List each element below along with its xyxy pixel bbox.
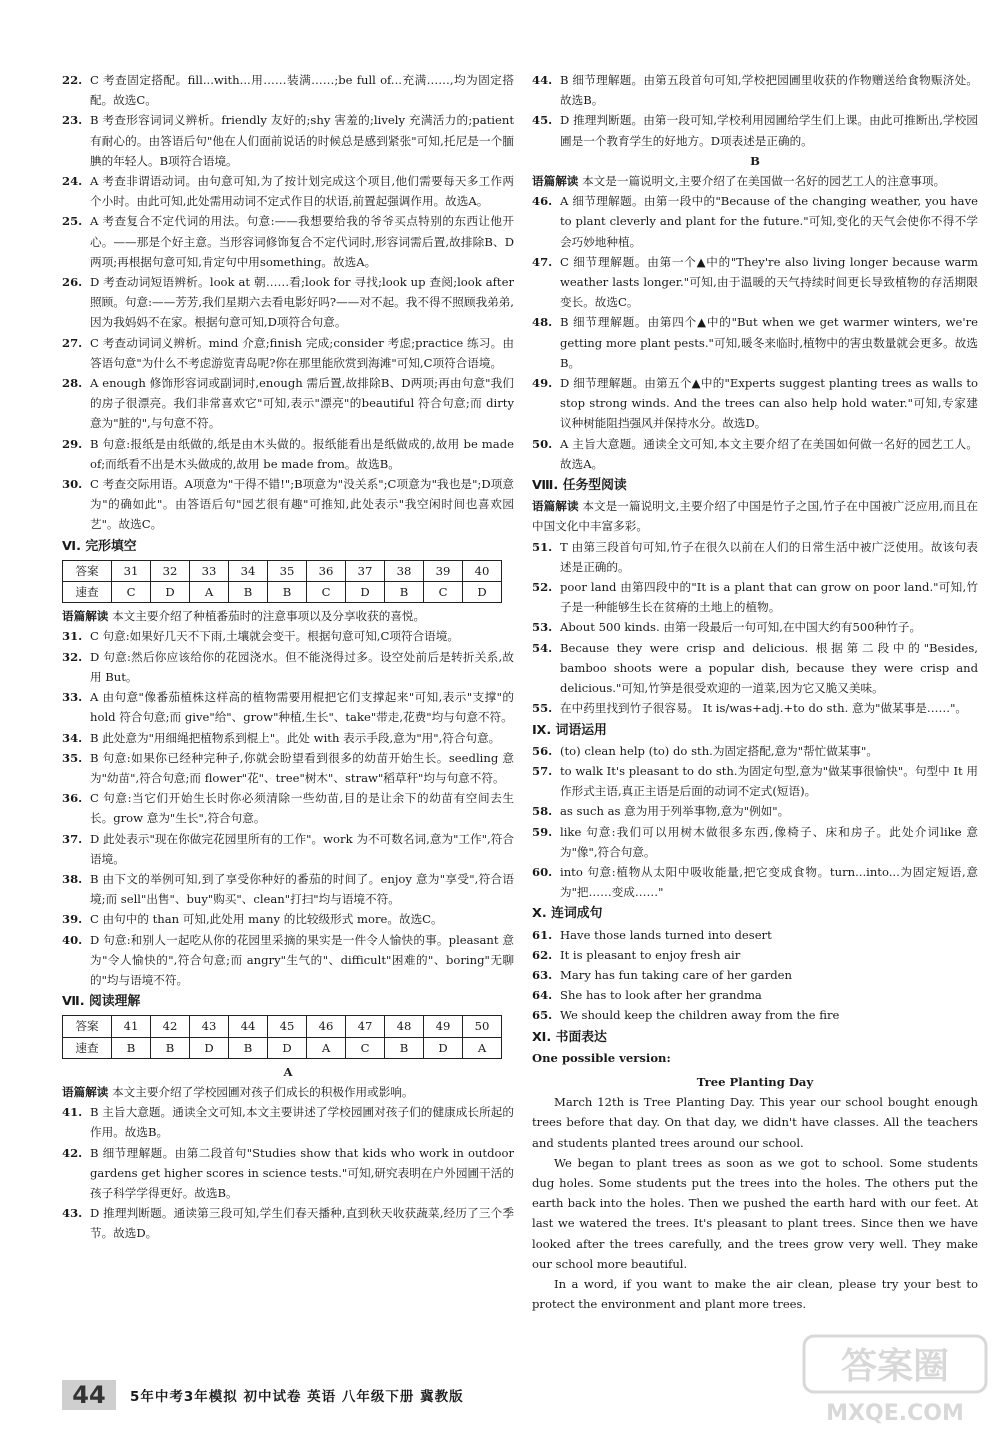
answer-item-number: 44. [532,73,553,87]
answer-item-number: 33. [62,690,83,705]
answer-item-text: B 由下文的举例可知,到了享受你种好的番茄的时间了。enjoy 意为"享受",符合语境;而 sell"出售"、buy"购买"、clean"打扫"均与语境不符。 [90,871,514,907]
answer-item-text: D 细节理解题。由第五个▲中的"Experts suggest planting trees as walls to stop strong winds. And the trees can also help hold water."可知,专家建议种树能阻挡强风并保持水分。故选D。 [560,376,978,431]
section-reading-heading: Ⅶ. 阅读理解 [62,994,141,1010]
passage-b-note-label: 语篇解读 [532,174,579,189]
answer-item [532,70,978,110]
answer-item-text: C 考查固定搭配。fill...with...用……装满……;be full of...充满……,均为固定搭配。故选C。 [90,73,514,108]
answer-item-number: 59. [532,824,553,839]
answer-item [62,171,514,211]
answer-item-number: 60. [532,864,553,879]
answer-item [532,577,978,617]
answer-item-text: A 考查复合不定代词的用法。句意:——我想要给我的爷爷买点特别的东西让他开心。——那是个好主意。当形容词修饰复合不定代词时,形容词需后置,故排除B、D两项;再根据句意可知,肯定句中用something。故选A。 [90,214,514,269]
answer-item-text: as such as 意为用于列举事物,意为"例如"。 [560,804,790,819]
svg-text:答案圈: 答案圈 [840,1346,950,1387]
answer-table-cell: 42 [151,1016,190,1037]
answer-item-text: B 细节理解题。由第二段首句"Studies show that kids who work in outdoor gardens get higher scores in science tests."可知,研究表明在户外园圃干活的孩子科学学得更好。故选B。 [90,1145,514,1200]
answer-table-cell: B [229,1037,268,1058]
answer-item [62,110,514,171]
answer-item-number: 42. [62,1145,83,1160]
answer-item [532,965,978,985]
answer-item [532,434,978,474]
task-reading-note-text: 本文是一篇说明文,主要介绍了中国是竹子之国,竹子在中国被广泛应用,而且在中国文化中丰富多彩。 [532,499,978,534]
answer-table-cell: 32 [151,560,190,581]
answer-item-number: 39. [62,912,83,927]
answer-item-number: 51. [532,539,553,554]
possible-version-label: One possible version: [532,1050,671,1065]
answer-item [532,1005,978,1025]
answer-item [62,1143,514,1204]
answer-item [62,930,514,991]
answer-table-cell: C [346,1037,385,1058]
answer-table-cell: 速查 [63,1037,112,1058]
answer-item [532,698,978,718]
passage-b-label: B [750,153,760,168]
answer-item [62,1102,514,1142]
answer-item [62,687,514,727]
answer-item-number: 30. [62,477,83,492]
answer-item-text: C 句意:当它们开始生长时你必须清除一些幼苗,目的是让余下的幼苗有空间去生长。grow 意为"生长",符合句意。 [90,791,514,826]
answer-item [62,1203,514,1243]
essay-title: Tree Planting Day [696,1074,814,1089]
answer-item [62,748,514,788]
book-title: 5年中考3年模拟 初中试卷 英语 八年级下册 冀教版 [130,1389,464,1405]
essay-paragraph: March 12th is Tree Planting Day. This year our school bought enough trees before that day. On that day, we didn't have classes. All the teachers and students planted trees around our school. [532,1095,978,1150]
cloze-note-label: 语篇解读 [62,609,109,624]
right-items-b [532,191,978,474]
answer-item-text: A 考查非谓语动词。由句意可知,为了按计划完成这个项目,他们需要每天多工作两个小时。由此可知,此处需用动词不定式作目的状语,前置起强调作用。故选A。 [90,174,514,209]
answer-item-text: It is pleasant to enjoy fresh air [560,947,741,962]
answer-table-cell: D [151,582,190,603]
right-items-d [532,741,978,903]
answer-item-number: 23. [62,113,83,128]
answer-table-cell: 33 [190,560,229,581]
left-column [62,70,514,1244]
answer-table-cell: 48 [385,1016,424,1037]
answer-item-text: A 主旨大意题。通读全文可知,本文主要介绍了在美国如何做一名好的园艺工人。故选A。 [560,436,978,471]
answer-item-number: 49. [532,376,553,391]
answer-item-number: 37. [62,831,83,846]
answer-item-text: We should keep the children away from the fire [560,1008,840,1023]
answer-table-cell: 43 [190,1016,229,1037]
answer-table-cell: A [463,1037,502,1058]
answer-item [62,474,514,535]
answer-item-text: (to) clean help (to) do sth.为固定搭配,意为"帮忙做某事"。 [560,743,878,758]
answer-table-cell: 31 [112,560,151,581]
answer-item-text: C 考查动词词义辨析。mind 介意;finish 完成;consider 考虑;practice 练习。由答语句意"为什么不考虑游览青岛呢?你在那里能欣赏到海滩"可知,C项符合语境。 [90,335,514,370]
answer-item-number: 25. [62,214,83,229]
answer-item-text: poor land 由第四段中的"It is a plant that can grow on poor land."可知,竹子是一种能够生长在贫瘠的土地上的植物。 [560,580,978,615]
answer-table-cell: 47 [346,1016,385,1037]
answer-table-cell: 35 [268,560,307,581]
answer-item [532,925,978,945]
answer-item-text: D 句意:然后你应该给你的花园浇水。但不能浇得过多。设空处前后是转折关系,故用 But。 [90,649,514,684]
answer-item-text: C 考查交际用语。A项意为"干得不错!";B项意为"没关系";C项意为"我也是";D项意为"的确如此"。由答语后句"园艺很有趣"可推知,此处表示"我空闲时间也喜欢园艺"。故选C。 [90,477,514,532]
answer-item-number: 36. [62,791,83,806]
answer-item-text: D 此处表示"现在你做完花园里所有的工作"。work 为不可数名词,意为"工作",符合语境。 [90,831,514,866]
answer-item-text: B 考查形容词词义辨析。friendly 友好的;shy 害羞的;lively 充满活力的;patient 有耐心的。由答语后句"他在人们面前说话的时候总是感到紧张"可知,托尼是一个腼腆的年轻人。B项符合语境。 [90,113,514,168]
answer-item-number: 32. [62,649,83,664]
answer-table-cell: 44 [229,1016,268,1037]
cloze-answer-table [62,560,502,603]
answer-table-cell: A [307,1037,346,1058]
answer-table-cell: C [307,582,346,603]
answer-item-text: T 由第三段首句可知,竹子在很久以前在人们的日常生活中被广泛使用。故该句表述是正确的。 [560,539,978,574]
answer-table-cell: D [190,1037,229,1058]
watermark-logo-icon [800,1330,990,1430]
answer-item-number: 43. [62,1206,83,1221]
cloze-note [62,606,514,626]
answer-table-cell: B [229,582,268,603]
answer-item-text: to walk It's pleasant to do sth.为固定句型,意为"做某事很愉快"。句型中 It 用作形式主语,真正主语是后面的动词不定式(短语)。 [560,763,978,799]
answer-item-text: About 500 kinds. 由第一段最后一句可知,在中国大约有500种竹子。 [560,620,922,635]
answer-item [62,333,514,373]
left-items-a [62,70,514,535]
answer-item-number: 24. [62,174,83,189]
answer-item-number: 45. [532,113,553,128]
answer-item-number: 28. [62,376,83,391]
answer-item [532,191,978,252]
essay-paragraph: We began to plant trees as soon as we got to school. Some students dug holes. Some students put the trees into the holes. The others put the earth back into the holes. Then we pushed the earth hard with our feet. At last we watered the trees. It's pleasant to plant trees. Since then we have looked after the trees carefully, and the trees grow very well. They make our school more beautiful. [532,1155,978,1271]
answer-item [62,626,514,646]
answer-table-cell: D [463,582,502,603]
answer-item [62,829,514,869]
answer-item-number: 34. [62,730,83,745]
reading-answer-table [62,1015,502,1058]
answer-item [532,985,978,1005]
answer-item-text: C 由句中的 than 可知,此处用 many 的比较级形式 more。故选C。 [90,912,443,927]
answer-item-number: 63. [532,967,553,982]
answer-item [532,312,978,373]
reading-note-label: 语篇解读 [62,1084,109,1099]
answer-item-number: 48. [532,315,553,330]
answer-item-number: 41. [62,1105,83,1120]
answer-table-cell: D [424,1037,463,1058]
answer-item-number: 40. [62,932,83,947]
task-reading-note [532,496,978,536]
answer-table-cell: 34 [229,560,268,581]
answer-item-text: B 句意:如果你已经种完种子,你就会盼望看到很多的幼苗开始生长。seedling 意为"幼苗",符合句意;而 flower"花"、tree"树木"、straw"稻草秆"均与句意不符。 [90,750,514,785]
answer-item [62,434,514,474]
answer-item [532,252,978,313]
answer-item-text: Mary has fun taking care of her garden [560,967,792,982]
answer-item-number: 26. [62,275,83,290]
answer-table-cell: D [268,1037,307,1058]
section-writing-heading: Ⅺ. 书面表达 [532,1029,607,1045]
answer-item-number: 35. [62,750,83,765]
right-items-a [532,70,978,151]
answer-table-cell: 50 [463,1016,502,1037]
left-items-c [62,1102,514,1243]
answer-item-text: C 细节理解题。由第一个▲中的"They're also living longer because warm weather lasts longer."可知,由于温暖的天气持续时间更长导致植物的存活期限变长。故选C。 [560,254,978,310]
answer-item [62,788,514,828]
answer-item-number: 58. [532,804,553,819]
answer-item-text: D 考查动词短语辨析。look at 朝……看;look for 寻找;look up 查阅;look after 照顾。句意:——芳芳,我们星期六去看电影好吗?——对不起。我不得不照顾我弟弟,因为我妈妈不在家。根据句意可知,D项符合句意。 [90,275,514,330]
answer-table-cell: 49 [424,1016,463,1037]
answer-table-cell: 39 [424,560,463,581]
section-cloze-heading: Ⅵ. 完形填空 [62,538,137,554]
answer-item-number: 53. [532,620,553,635]
page-footer [62,1378,464,1412]
answer-item [532,617,978,637]
answer-item [62,211,514,272]
answer-table-cell: 37 [346,560,385,581]
svg-text:MXQE.COM: MXQE.COM [826,1401,964,1426]
answer-item-text: B 主旨大意题。通读全文可知,本文主要讲述了学校园圃对孩子们的健康成长所起的作用。故选B。 [90,1105,514,1140]
answer-table-cell: B [385,582,424,603]
right-items-e [532,925,978,1026]
page-number: 44 [62,1380,116,1410]
passage-a-label: A [283,1064,293,1079]
answer-table-cell: 40 [463,560,502,581]
answer-item [532,862,978,902]
answer-item [62,647,514,687]
answer-item [532,110,978,150]
answer-item [532,822,978,862]
answer-item-number: 46. [532,194,553,209]
right-column [532,70,978,1314]
answer-item-number: 22. [62,73,83,87]
passage-b-note [532,171,978,191]
answer-item-text: D 句意:和别人一起吃从你的花园里采摘的果实是一件令人愉快的事。pleasant 意为"令人愉快的",符合句意;而 angry"生气的"、difficult"困难的"、boring"无聊的"均与语境不符。 [90,932,514,987]
answer-item [62,909,514,929]
answer-item-text: 在中药里找到竹子很容易。 It is/was+adj.+to do sth. 意为"做某事是……"。 [560,701,967,716]
answer-item-number: 57. [532,763,553,778]
answer-item [62,70,514,110]
answer-item [532,761,978,801]
section-task-reading-heading: Ⅷ. 任务型阅读 [532,478,627,494]
answer-item [532,373,978,434]
section-word-use-heading: Ⅸ. 词语运用 [532,722,607,738]
answer-item-number: 64. [532,988,553,1003]
answer-table-cell: 速查 [63,582,112,603]
left-items-b [62,626,514,990]
passage-b-note-text: 本文是一篇说明文,主要介绍了在美国做一名好的园艺工人的注意事项。 [582,174,946,189]
answer-item-text: Have those lands turned into desert [560,927,772,942]
answer-table-cell: 46 [307,1016,346,1037]
answer-item-text: D 推理判断题。由第一段可知,学校利用园圃给学生们上课。由此可推断出,学校园圃是一个教育学生的好地方。D项表述是正确的。 [560,113,978,148]
answer-item-number: 54. [532,640,553,655]
answer-item-text: B 此处意为"用细绳把植物系到棍上"。此处 with 表示手段,意为"用",符合句意。 [90,730,501,745]
answer-table-cell: D [346,582,385,603]
answer-item-number: 52. [532,580,553,595]
answer-table-cell: B [385,1037,424,1058]
answer-item-text: A enough 修饰形容词或副词时,enough 需后置,故排除B、D两项;再由句意"我们的房子很漂亮。我们非常喜欢它"可知,表示"漂亮"的beautiful 符合句意;而 dirty 意为"脏的",与句意不符。 [90,376,514,431]
reading-note [62,1082,514,1102]
answer-item-text: B 句意:报纸是由纸做的,纸是由木头做的。报纸能看出是纸做成的,故用 be made of;而纸看不出是木头做成的,故用 be made from。故选B。 [90,436,514,471]
answer-item [532,638,978,699]
answer-item [532,741,978,761]
answer-item-number: 61. [532,927,553,942]
answer-item-text: into 句意:植物从太阳中吸收能量,把它变成食物。turn...into...为固定短语,意为"把……变成……" [560,864,978,900]
answer-item-number: 27. [62,335,83,350]
answer-item-text: A 由句意"像番茄植株这样高的植物需要用棍把它们支撑起来"可知,表示"支撑"的 hold 符合句意;而 give"给"、grow"种植,生长"、take"带走,花费"均与句意不符。 [90,690,514,725]
answer-item-text: C 句意:如果好几天不下雨,土壤就会变干。根据句意可知,C项符合语境。 [90,629,459,644]
answer-item [62,728,514,748]
answer-item-text: D 推理判断题。通读第三段可知,学生们春天播种,直到秋天收获蔬菜,经历了三个季节。故选D。 [90,1206,514,1241]
answer-table-cell: B [112,1037,151,1058]
answer-item-number: 29. [62,436,83,451]
essay-paragraph: In a word, if you want to make the air clean, please try your best to protect the environment and plant more trees. [532,1276,978,1312]
cloze-note-text: 本文主要介绍了种植番茄时的注意事项以及分享收获的喜悦。 [112,609,426,624]
answer-table-cell: C [424,582,463,603]
answer-table-cell: 答案 [63,560,112,581]
answer-table-cell: A [190,582,229,603]
answer-item-number: 55. [532,701,553,716]
answer-item-text: B 细节理解题。由第四个▲中的"But when we get warmer winters, we're getting more plant pests."可知,暖冬来临时,植物中的害虫数量就会更多。故选B。 [560,315,978,370]
answer-table-cell: 45 [268,1016,307,1037]
answer-item [532,537,978,577]
answer-item-number: 62. [532,947,553,962]
answer-item-number: 56. [532,743,553,758]
answer-item-number: 31. [62,629,83,644]
answer-table-cell: B [268,582,307,603]
answer-item [532,801,978,821]
answer-item [62,869,514,909]
reading-note-text: 本文主要介绍了学校园圃对孩子们成长的积极作用或影响。 [112,1084,414,1099]
answer-table-cell: 38 [385,560,424,581]
right-items-c [532,537,978,719]
answer-table-cell: 41 [112,1016,151,1037]
answer-item [62,272,514,333]
answer-item-number: 38. [62,871,83,886]
task-reading-note-label: 语篇解读 [532,499,579,514]
answer-item-text: Because they were crisp and delicious. 根据第二段中的"Besides, bamboo shoots were a popular dish, because they were crisp and delicious."可知,竹笋是很受欢迎的一道菜,因为它又脆又美味。 [560,640,978,696]
answer-item-text: A 细节理解题。由第一段中的"Because of the changing weather, you have to plant cleverly and plant for the future."可知,变化的天气会使你不得不学会巧妙地种植。 [560,194,978,249]
answer-item-number: 50. [532,436,553,451]
answer-item-number: 65. [532,1008,553,1023]
answer-item-text: like 句意:我们可以用树木做很多东西,像椅子、床和房子。此处介词like 意为"像",符合句意。 [560,824,978,859]
answer-item [532,945,978,965]
answer-table-cell: B [151,1037,190,1058]
answer-item-number: 47. [532,254,553,269]
answer-table-cell: C [112,582,151,603]
answer-item [62,373,514,434]
answer-item-text: B 细节理解题。由第五段首句可知,学校把园圃里收获的作物赠送给食物赈济处。故选B。 [560,73,978,108]
answer-item-text: She has to look after her grandma [560,988,762,1003]
answer-table-cell: 36 [307,560,346,581]
section-sentence-heading: Ⅹ. 连词成句 [532,906,603,922]
answer-table-cell: 答案 [63,1016,112,1037]
